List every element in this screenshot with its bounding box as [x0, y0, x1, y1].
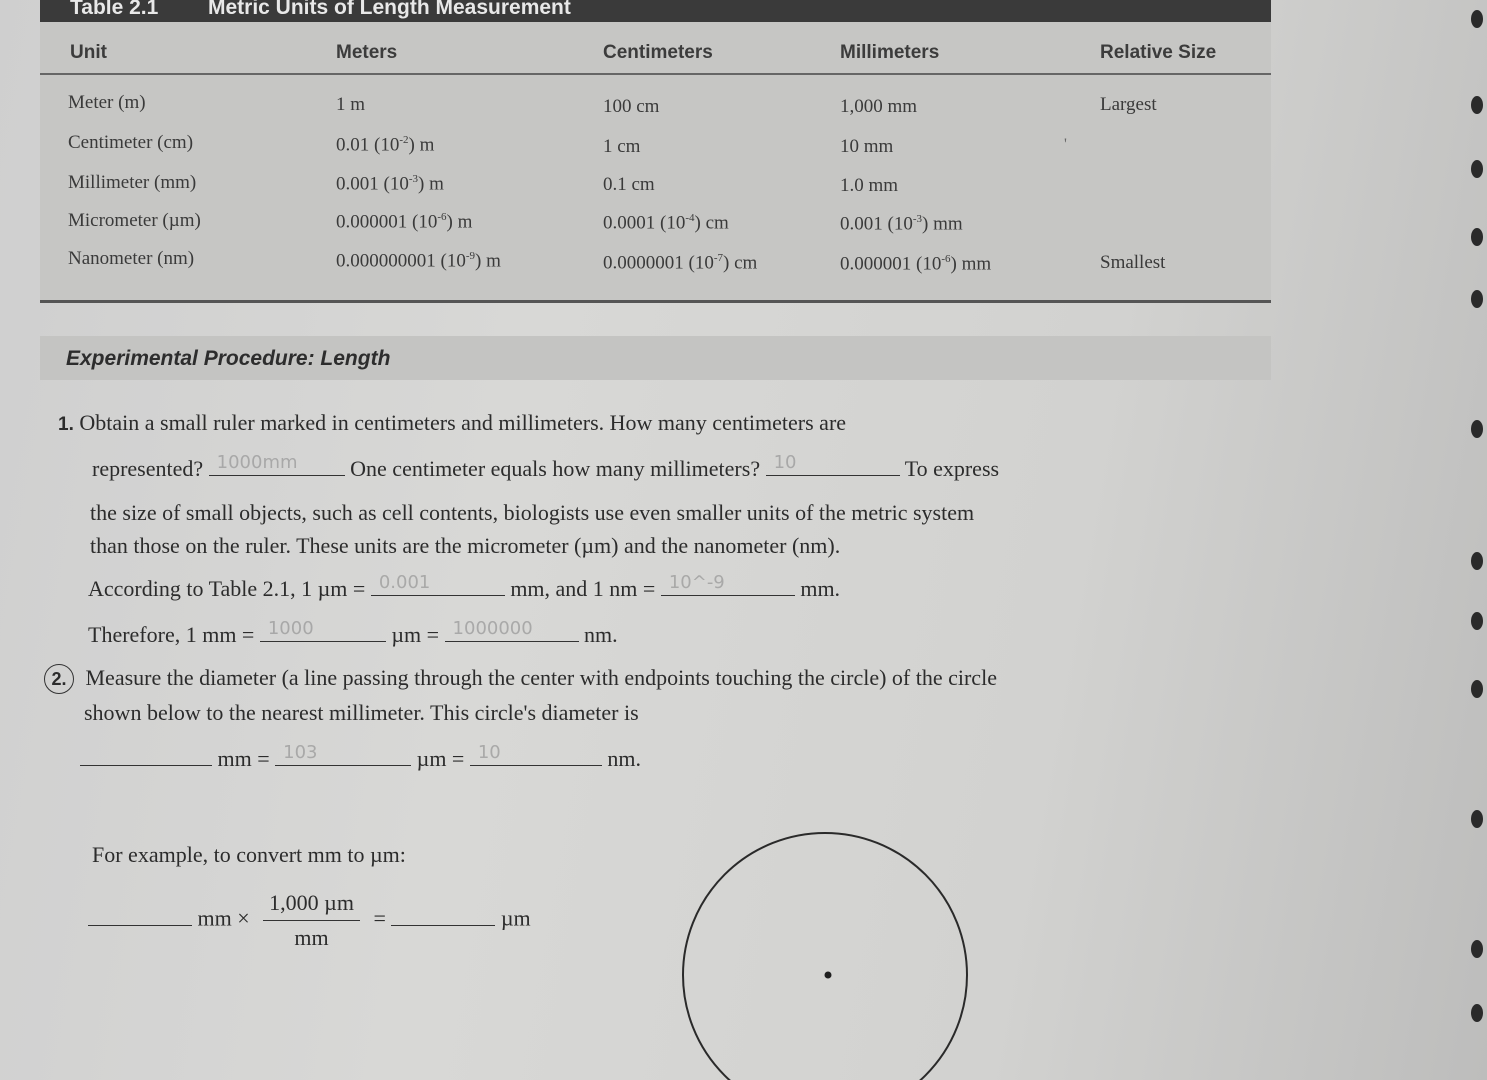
row-unit: Millimeter (mm)	[68, 172, 197, 193]
binding-hole	[1471, 680, 1483, 698]
mm-unit-label: mm.	[800, 576, 841, 601]
answer-nm-mm-field[interactable]	[661, 572, 795, 596]
q1-line3: the size of small objects, such as cell contents, biologists use even smaller units of the metric system	[90, 500, 975, 525]
column-header-unit: Unit	[70, 42, 107, 63]
table-banner	[40, 0, 1271, 22]
diameter-nm-field[interactable]	[470, 742, 602, 766]
diameter-mm-unit: mm =	[217, 746, 270, 771]
row-meters: 0.001 $(10^{-3})$ m	[336, 173, 444, 195]
q2-line2: shown below to the nearest millimeter. This circle's diameter is	[84, 700, 639, 725]
table-number: Table 2.1	[70, 0, 159, 19]
row-centimeters: 0.1 cm	[603, 174, 655, 195]
q2-text-line1: Measure the diameter (a line passing through the center with endpoints touching the circle) of the circle	[85, 665, 997, 690]
example-conversion	[88, 890, 531, 951]
row-meters: 0.01 $(10^{-2})$ m	[336, 134, 435, 156]
example-intro: For example, to convert mm to µm:	[92, 842, 406, 867]
answer-mm-nm-value: 1000000	[452, 618, 533, 639]
q2-answer-line[interactable]	[80, 742, 641, 772]
binding-hole	[1471, 160, 1483, 178]
example-mm-times: mm ×	[197, 905, 250, 931]
answer-cm-field[interactable]	[209, 452, 345, 476]
um-to-mm-label: According to Table 2.1, 1 µm =	[88, 576, 366, 601]
example-um-field[interactable]	[391, 905, 495, 926]
section-title: Experimental Procedure: Length	[66, 347, 391, 370]
conversion-fraction	[263, 890, 360, 951]
row-millimeters: 1.0 mm	[840, 175, 899, 196]
answer-mm-field[interactable]	[766, 452, 900, 476]
q2-line1	[44, 664, 997, 694]
row-millimeters: 10 mm	[840, 136, 894, 157]
q1-line5	[88, 572, 841, 602]
row-centimeters: 100 cm	[603, 96, 660, 117]
diameter-mm-field[interactable]	[80, 745, 212, 766]
column-header-centimeters: Centimeters	[603, 42, 713, 63]
row-unit: Nanometer (nm)	[68, 248, 195, 269]
binding-hole	[1471, 810, 1483, 828]
nm-to-mm-label: mm, and 1 nm =	[510, 576, 656, 601]
q1-text-line1: Obtain a small ruler marked in centimeters and millimeters. How many centimeters are	[79, 410, 847, 435]
binding-hole	[1471, 612, 1483, 630]
therefore-label: Therefore, 1 mm =	[88, 622, 255, 647]
answer-mm-um-value: 1000	[267, 618, 314, 639]
row-millimeters: 1,000 mm	[840, 96, 918, 117]
row-relative-size: Largest	[1100, 94, 1157, 115]
answer-cm-value: 1000mm	[216, 452, 298, 473]
row-meters: 1 m	[336, 94, 366, 115]
binding-hole	[1471, 552, 1483, 570]
q1-number: 1.	[58, 414, 74, 435]
example-equals: =	[373, 905, 386, 931]
binding-hole	[1471, 290, 1483, 308]
column-header-relative-size: Relative Size	[1100, 42, 1217, 63]
fraction-denominator: mm	[294, 925, 329, 950]
q1-express-label: To express	[904, 456, 1000, 481]
um-equals-label: µm =	[391, 622, 440, 647]
diameter-um-field[interactable]	[275, 742, 411, 766]
header-divider	[40, 73, 1271, 75]
binding-hole	[1471, 1004, 1483, 1022]
q2-number: 2.	[44, 664, 74, 694]
diameter-um-value: 103	[283, 742, 318, 763]
nm-unit-label: nm.	[584, 622, 618, 647]
answer-nm-mm-value: 10^-9	[668, 572, 725, 593]
circle-center-dot	[825, 972, 832, 979]
row-centimeters: 0.0001 $(10^{-4})$ cm	[603, 212, 729, 234]
fraction-numerator: 1,000 µm	[263, 890, 360, 921]
measurement-circle	[680, 820, 980, 1080]
binding-hole	[1471, 228, 1483, 246]
row-meters: 0.000000001 $(10^{-9})$ m	[336, 250, 501, 272]
binding-hole	[1471, 10, 1483, 28]
q1-line6	[88, 618, 618, 648]
q1-mm-question: One centimeter equals how many millimeters?	[350, 456, 761, 481]
q1-line1	[58, 410, 846, 436]
example-um-unit: µm	[500, 905, 531, 931]
q1-line2	[92, 452, 1000, 482]
diameter-nm-value: 10	[477, 742, 501, 763]
row-unit: Micrometer (µm)	[68, 210, 201, 231]
table-title: Metric Units of Length Measurement	[208, 0, 571, 19]
row-millimeters: 0.000001 $(10^{-6})$ mm	[840, 253, 992, 275]
row-centimeters: 0.0000001 $(10^{-7})$ cm	[603, 252, 758, 274]
binding-hole	[1471, 420, 1483, 438]
diameter-nm-unit: nm.	[607, 746, 641, 771]
row-unit: Centimeter (cm)	[68, 132, 194, 153]
answer-um-mm-value: 0.001	[378, 572, 431, 593]
row-relative-size: Smallest	[1100, 252, 1166, 273]
column-header-millimeters: Millimeters	[840, 42, 940, 63]
q1-line4: than those on the ruler. These units are the micrometer (µm) and the nanometer (nm).	[90, 533, 841, 558]
answer-mm-value: 10	[773, 452, 797, 473]
answer-mm-nm-field[interactable]	[445, 618, 579, 642]
row-centimeters: 1 cm	[603, 136, 641, 157]
example-mm-field[interactable]	[88, 905, 192, 926]
row-meters: 0.000001 $(10^{-6})$ m	[336, 211, 473, 233]
row-unit: Meter (m)	[68, 92, 146, 113]
column-header-meters: Meters	[336, 42, 398, 63]
q1-represented-label: represented?	[92, 456, 204, 481]
binding-hole	[1471, 940, 1483, 958]
row-millimeters: 0.001 $(10^{-3})$ mm	[840, 213, 963, 235]
answer-mm-um-field[interactable]	[260, 618, 386, 642]
answer-um-mm-field[interactable]	[371, 572, 505, 596]
stray-mark: '	[1064, 136, 1067, 153]
circle-outline	[683, 833, 967, 1080]
binding-hole	[1471, 96, 1483, 114]
diameter-um-unit: µm =	[416, 746, 465, 771]
